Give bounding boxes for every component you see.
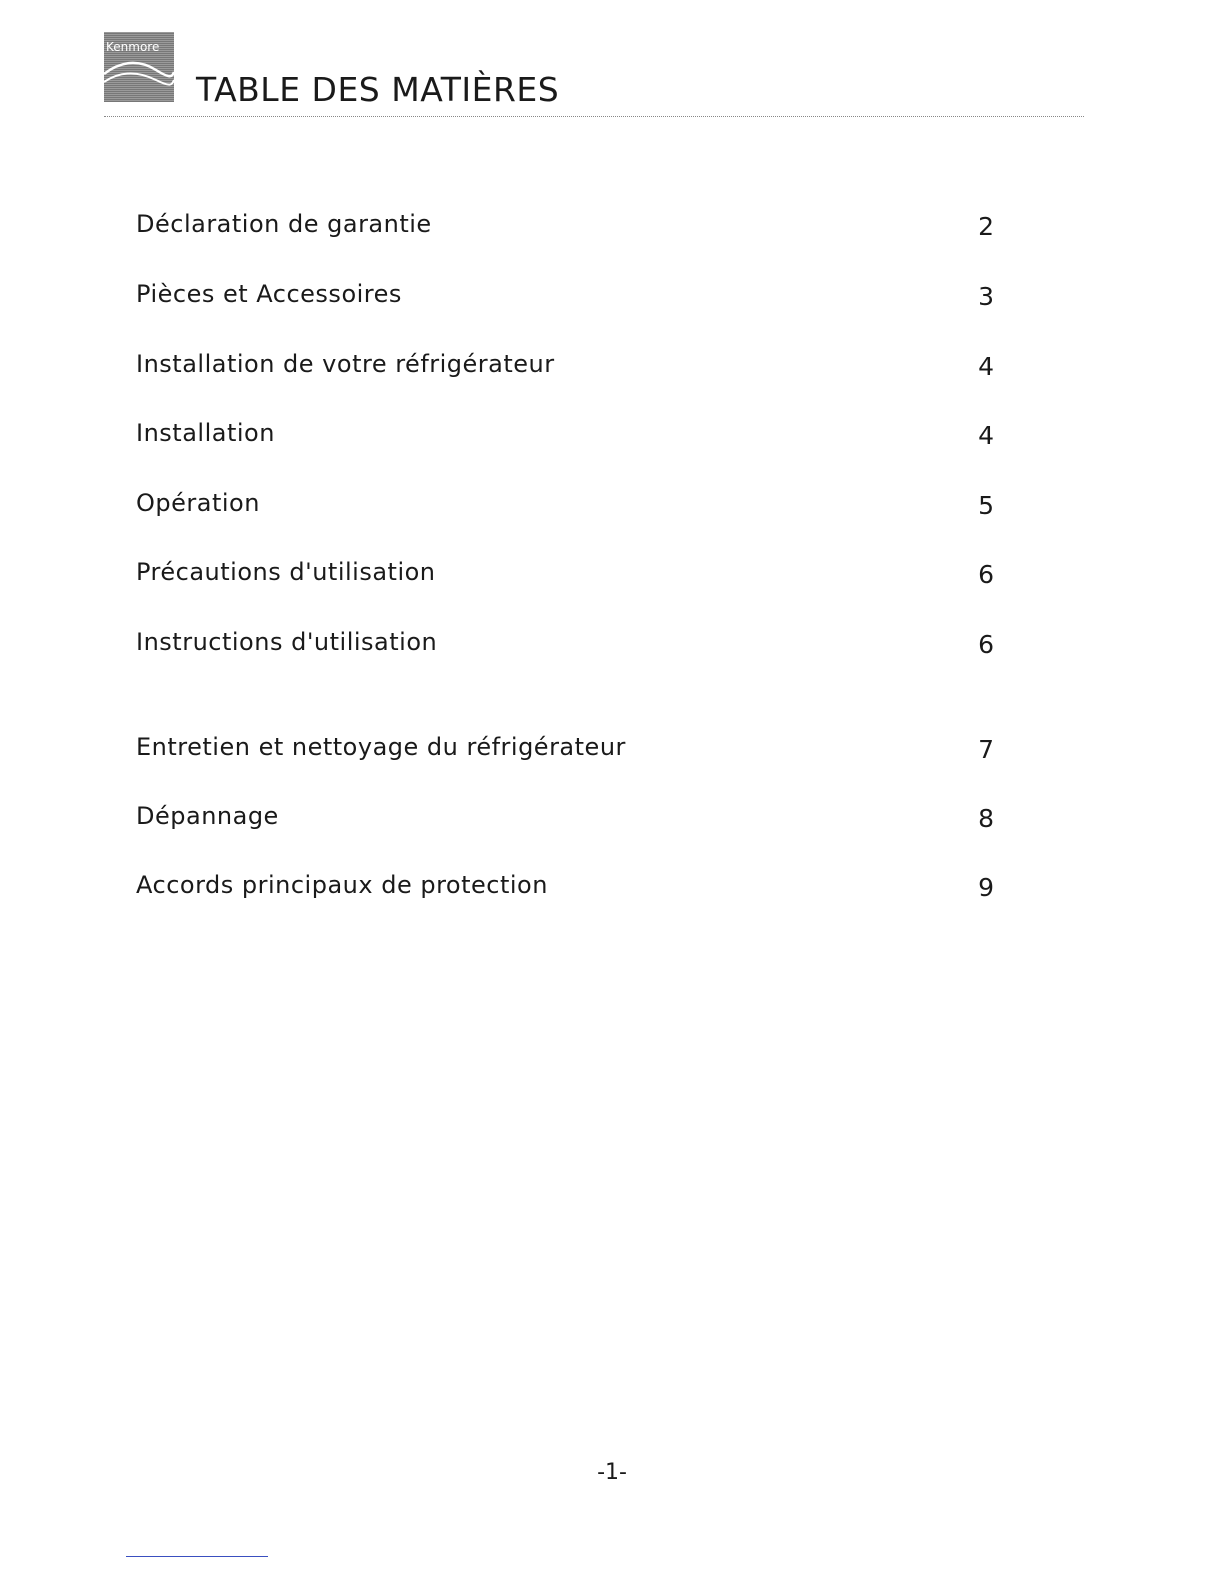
toc-entry-label: Opération: [136, 489, 260, 517]
toc-entry-page: 8: [978, 804, 994, 833]
toc-entry-page: 5: [978, 491, 994, 520]
toc-entry-label: Instructions d'utilisation: [136, 628, 438, 656]
toc-entry[interactable]: [136, 350, 996, 390]
page-header: [104, 32, 1084, 118]
toc-entry-label: Dépannage: [136, 802, 279, 830]
toc-entry[interactable]: [136, 628, 996, 668]
toc-entry[interactable]: [136, 558, 996, 598]
toc-entry-page: 7: [978, 735, 994, 764]
toc-entry-label: Pièces et Accessoires: [136, 280, 402, 308]
wave-icon: [104, 54, 174, 102]
toc-entry-page: 4: [978, 421, 994, 450]
toc-entry-label: Précautions d'utilisation: [136, 558, 436, 586]
toc-entry-page: 4: [978, 352, 994, 381]
toc-entry[interactable]: [136, 733, 996, 773]
toc-entry-page: 6: [978, 630, 994, 659]
toc-entry[interactable]: [136, 280, 996, 320]
toc-entry-page: 6: [978, 560, 994, 589]
toc-entry[interactable]: [136, 210, 996, 250]
footer-divider: [126, 1556, 268, 1557]
toc-entry[interactable]: [136, 489, 996, 529]
toc-entry[interactable]: [136, 419, 996, 459]
toc-entry-label: Déclaration de garantie: [136, 210, 432, 238]
toc-entry[interactable]: [136, 871, 996, 911]
toc-entry-page: 3: [978, 282, 994, 311]
toc-entry-page: 9: [978, 873, 994, 902]
toc-entry[interactable]: [136, 802, 996, 842]
toc-entry-label: Accords principaux de protection: [136, 871, 548, 899]
kenmore-logo: [104, 32, 174, 102]
toc-entry-label: Installation: [136, 419, 275, 447]
logo-text: Kenmore: [106, 40, 160, 54]
page-title: TABLE DES MATIÈRES: [196, 70, 560, 109]
page-number: -1-: [597, 1460, 627, 1485]
toc-entry-label: Installation de votre réfrigérateur: [136, 350, 555, 378]
toc-entry-label: Entretien et nettoyage du réfrigérateur: [136, 733, 626, 761]
toc-entry-page: 2: [978, 212, 994, 241]
header-divider: [104, 116, 1084, 117]
